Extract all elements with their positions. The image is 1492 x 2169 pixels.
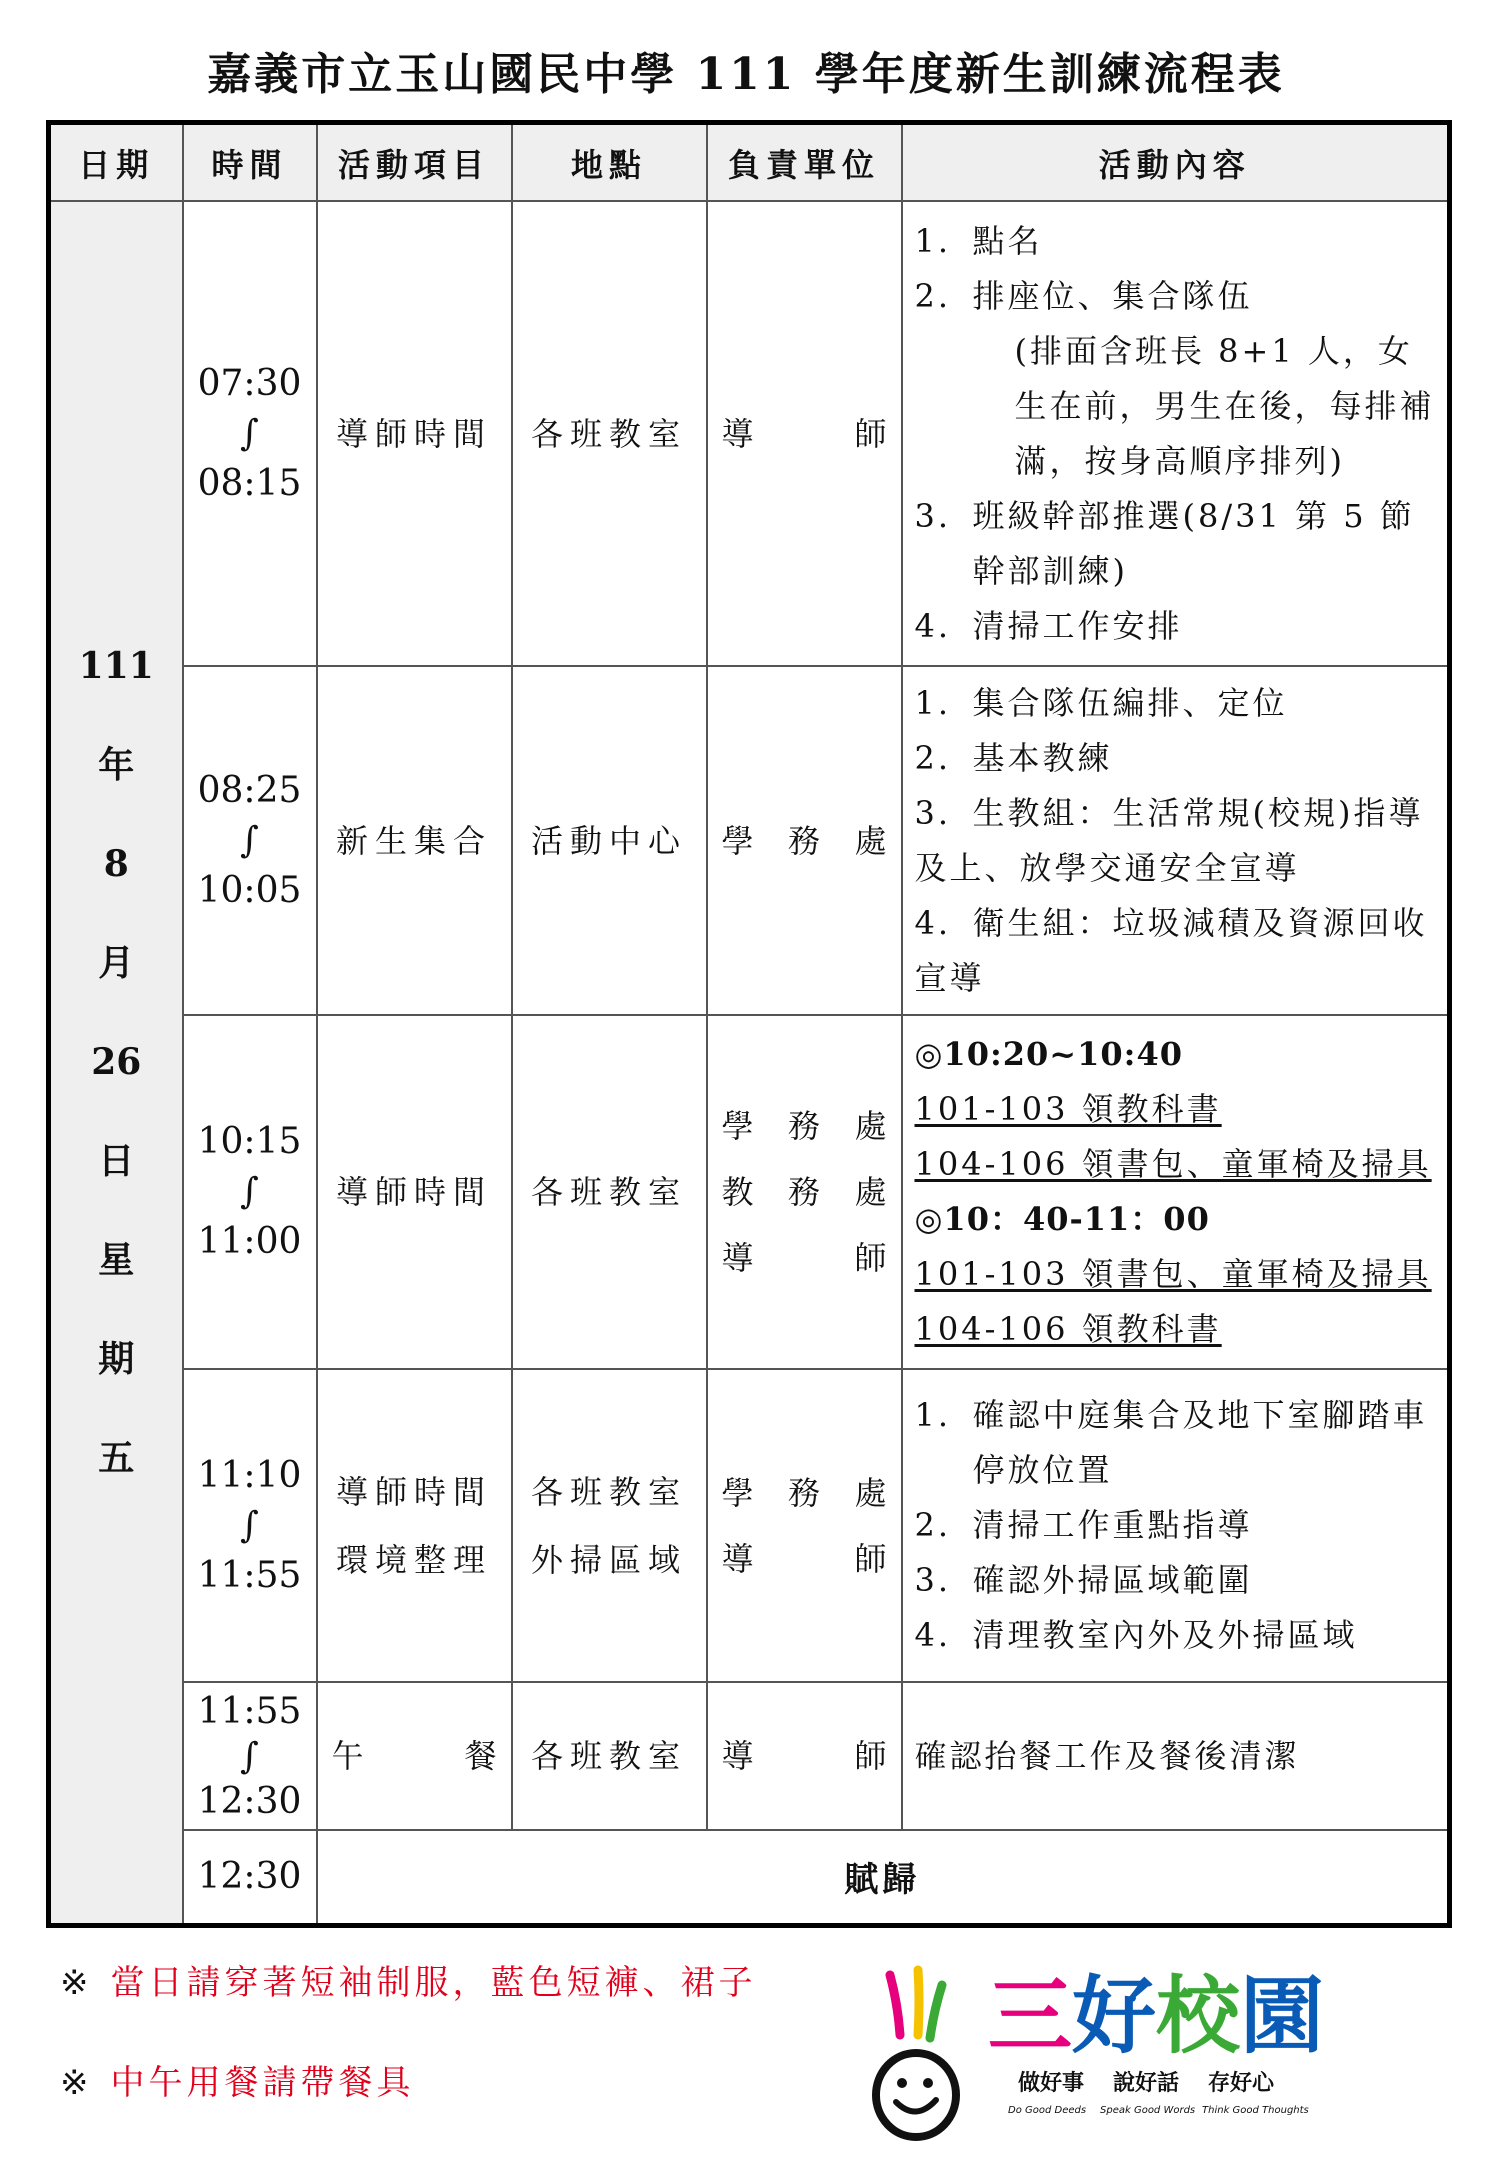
activity-label: 環境整理: [335, 1540, 492, 1579]
responsible-line: [722, 1093, 887, 1159]
activity-label: 新生集合: [335, 821, 492, 860]
time-slot-heading: ◎10:20~10:40: [914, 1035, 1183, 1073]
time-start: 11:10: [197, 1454, 302, 1496]
time-start: 11:55: [197, 1690, 302, 1732]
time-start: 07:30: [197, 362, 302, 404]
date-weekday-1: 星: [98, 1238, 135, 1281]
responsible-char: 師: [854, 1539, 887, 1578]
responsible-char: 處: [854, 1173, 887, 1211]
logo-title-char-4: 園: [1240, 1966, 1325, 2065]
responsible-char: 處: [854, 1107, 887, 1145]
time-separator: ∫: [240, 412, 259, 454]
activity-char: 午: [331, 1737, 364, 1775]
time-cell: [183, 201, 317, 666]
content-cell: [902, 1369, 1450, 1682]
item-number: 4.: [914, 1616, 952, 1654]
table-row: [49, 666, 1450, 1015]
item-text: 排座位、集合隊伍: [972, 276, 1253, 315]
content-text: 確認抬餐工作及餐後清潔: [914, 1736, 1300, 1775]
time-separator: ∫: [240, 1504, 259, 1546]
list-item: [915, 1498, 1436, 1553]
location-label: 各班教室: [530, 1173, 687, 1211]
time-cell: [183, 1015, 317, 1369]
location-label: 活動中心: [530, 821, 687, 860]
responsible-char: 務: [787, 1473, 820, 1512]
item-number: 4.: [914, 903, 952, 942]
location-cell: [512, 201, 707, 666]
date-weekday-3: 五: [98, 1436, 135, 1479]
logo-title-char-1: 三: [988, 1966, 1073, 2065]
note-mark: ※: [60, 2063, 93, 2103]
time-end: 11:55: [197, 1554, 302, 1596]
activity-label: 導師時間: [335, 414, 492, 453]
date-day-unit: 日: [98, 1139, 135, 1182]
item-text: 生教組：生活常規(校規)指導及上、放學交通安全宣導: [914, 793, 1424, 887]
responsible-line: [722, 808, 887, 874]
table-row: [49, 1682, 1450, 1830]
content-cell: [902, 666, 1450, 1015]
logo-title: [988, 1966, 1324, 2065]
date-year-unit: 年: [98, 743, 135, 786]
item-number: 2.: [914, 1506, 952, 1544]
slogan-3-en: Think Good Thoughts: [1202, 2105, 1309, 2116]
item-text: 集合隊伍編排、定位: [972, 683, 1288, 722]
location-label: 各班教室: [530, 414, 687, 453]
note-uniform: [60, 1955, 757, 2004]
responsible-char: 導: [721, 414, 754, 453]
list-item: [915, 269, 1436, 489]
date-cell: [49, 201, 183, 1925]
content-line: 101-103 領書包、童軍椅及掃具: [914, 1255, 1432, 1293]
responsible-cell: [707, 1369, 902, 1682]
list-item: [915, 1388, 1436, 1498]
header-content: 活動內容: [902, 123, 1450, 202]
smiley-icon: [876, 1970, 956, 2137]
header-activity: 活動項目: [317, 123, 512, 202]
responsible-char: 教: [721, 1173, 754, 1211]
responsible-char: 學: [721, 1107, 754, 1145]
item-subtext: (排面含班長 8+1 人，女生在前，男生在後，每排補滿，按身高順序排列): [1014, 331, 1435, 480]
table-row: [49, 201, 1450, 666]
item-number: 1.: [914, 1396, 952, 1434]
item-number: 4.: [914, 606, 952, 645]
responsible-char: 師: [854, 1737, 887, 1775]
time-start: 12:30: [197, 1855, 302, 1897]
item-text: 點名: [972, 221, 1043, 260]
item-number: 3.: [914, 1561, 952, 1599]
responsible-char: 務: [787, 1173, 820, 1211]
page-title: 嘉義市立玉山國民中學 111 學年度新生訓練流程表: [207, 49, 1285, 100]
responsible-cell: [707, 1682, 902, 1830]
time-separator: ∫: [240, 819, 259, 861]
responsible-char: 學: [721, 1473, 754, 1512]
responsible-char: 師: [854, 1239, 887, 1277]
note-mark: ※: [60, 1963, 93, 2003]
responsible-line: [722, 401, 887, 467]
time-cell: [183, 1682, 317, 1830]
content-line: 104-106 領書包、童軍椅及掃具: [914, 1145, 1432, 1183]
item-number: 2.: [914, 276, 952, 315]
responsible-cell: [707, 201, 902, 666]
content-cell: [902, 201, 1450, 666]
list-item: [915, 214, 1436, 269]
slogan-3-zh: 存好心: [1208, 2070, 1275, 2096]
activity-cell: [317, 1015, 512, 1369]
activity-label: 導師時間: [335, 1173, 492, 1211]
item-number: 2.: [914, 738, 952, 777]
note-text: 中午用餐請帶餐具: [110, 2063, 415, 2103]
table-row: [49, 1830, 1450, 1925]
list-item: [915, 786, 1436, 896]
responsible-line: [722, 1723, 887, 1789]
time-end: 10:05: [197, 869, 302, 911]
dismissal-label: 賦歸: [844, 1860, 921, 1901]
content-cell: [902, 1682, 1450, 1830]
slogan-2-zh: 說好話: [1113, 2070, 1180, 2096]
location-label: 各班教室: [530, 1472, 687, 1511]
location-label: 外掃區域: [530, 1540, 687, 1579]
activity-cell: [317, 666, 512, 1015]
item-text: 基本教練: [972, 738, 1113, 777]
location-cell: [512, 1369, 707, 1682]
content-line: 104-106 領教科書: [914, 1310, 1222, 1348]
item-number: 3.: [914, 793, 952, 832]
date-weekday-2: 期: [98, 1337, 135, 1380]
activity-label: 導師時間: [335, 1472, 492, 1511]
item-text: 衛生組：垃圾減積及資源回收宣導: [914, 903, 1428, 997]
header-responsible: 負責單位: [707, 123, 902, 202]
responsible-cell: [707, 666, 902, 1015]
logo-title-char-2: 好: [1072, 1966, 1157, 2065]
time-end: 08:15: [197, 462, 302, 504]
time-start: 10:15: [197, 1121, 302, 1162]
activity-spread: [332, 1723, 497, 1789]
activity-cell: [317, 1369, 512, 1682]
responsible-char: 師: [854, 414, 887, 453]
table-row: [49, 1015, 1450, 1369]
responsible-line: [722, 1225, 887, 1291]
item-number: 1.: [914, 683, 952, 722]
logo-title-char-3: 校: [1156, 1966, 1241, 2065]
slogan-2-en: Speak Good Words: [1100, 2105, 1196, 2116]
dismissal-cell: [317, 1830, 1450, 1925]
time-end: 11:00: [197, 1221, 302, 1262]
list-item: [915, 676, 1436, 731]
item-number: 3.: [914, 496, 952, 535]
activity-cell: [317, 201, 512, 666]
responsible-line: [722, 1159, 887, 1225]
list-item: [915, 731, 1436, 786]
responsible-char: 處: [854, 1473, 887, 1512]
item-text: 清掃工作重點指導: [972, 1506, 1253, 1544]
list-item: [915, 599, 1436, 654]
activity-cell: [317, 1682, 512, 1830]
time-cell: [183, 666, 317, 1015]
responsible-char: 處: [854, 821, 887, 860]
content-cell: [902, 1015, 1450, 1369]
header-row: [49, 123, 1450, 202]
time-separator: ∫: [240, 1171, 259, 1212]
header-date: 日期: [49, 123, 183, 202]
location-cell: [512, 666, 707, 1015]
item-text: 清理教室內外及外掃區域: [972, 1616, 1358, 1654]
time-end: 12:30: [197, 1780, 302, 1822]
item-text: 清掃工作安排: [972, 606, 1183, 645]
header-location: 地點: [512, 123, 707, 202]
responsible-char: 導: [721, 1239, 754, 1277]
slogan-1-zh: 做好事: [1018, 2070, 1085, 2096]
date-month: 8: [103, 842, 129, 885]
responsible-line: [722, 1526, 887, 1592]
item-text: 班級幹部推選(8/31 第 5 節幹部訓練): [972, 496, 1415, 590]
table-row: [49, 1369, 1450, 1682]
location-cell: [512, 1015, 707, 1369]
logo-graphic: [868, 1950, 1428, 2160]
item-text: 確認中庭集合及地下室腳踏車停放位置: [972, 1396, 1428, 1489]
time-start: 08:25: [197, 769, 302, 811]
responsible-char: 導: [721, 1737, 754, 1775]
list-item: [915, 896, 1436, 1006]
note-text: 當日請穿著短袖制服，藍色短褲、裙子: [110, 1963, 757, 2003]
sanhao-logo: [868, 1950, 1428, 2160]
list-item: [915, 489, 1436, 599]
responsible-char: 學: [721, 821, 754, 860]
item-number: 1.: [914, 221, 952, 260]
responsible-line: [722, 1460, 887, 1526]
date-year: 111: [78, 644, 154, 687]
time-cell: [183, 1830, 317, 1925]
list-item: [915, 1608, 1436, 1663]
header-time: 時間: [183, 123, 317, 202]
schedule-table: [46, 120, 1452, 1928]
time-cell: [183, 1369, 317, 1682]
item-text: 確認外掃區域範圍: [972, 1561, 1253, 1599]
note-utensils: [60, 2055, 415, 2104]
responsible-char: 務: [787, 1107, 820, 1145]
slogan-1-en: Do Good Deeds: [1008, 2105, 1087, 2116]
responsible-char: 導: [721, 1539, 754, 1578]
time-separator: ∫: [240, 1735, 259, 1777]
date-day: 26: [91, 1040, 142, 1083]
date-month-unit: 月: [98, 941, 135, 984]
content-line: 101-103 領教科書: [914, 1090, 1222, 1128]
location-label: 各班教室: [530, 1737, 687, 1775]
time-slot-heading: ◎10：40-11：00: [914, 1200, 1210, 1238]
responsible-cell: [707, 1015, 902, 1369]
activity-char: 餐: [464, 1737, 497, 1775]
list-item: [915, 1553, 1436, 1608]
location-cell: [512, 1682, 707, 1830]
responsible-char: 務: [787, 821, 820, 860]
